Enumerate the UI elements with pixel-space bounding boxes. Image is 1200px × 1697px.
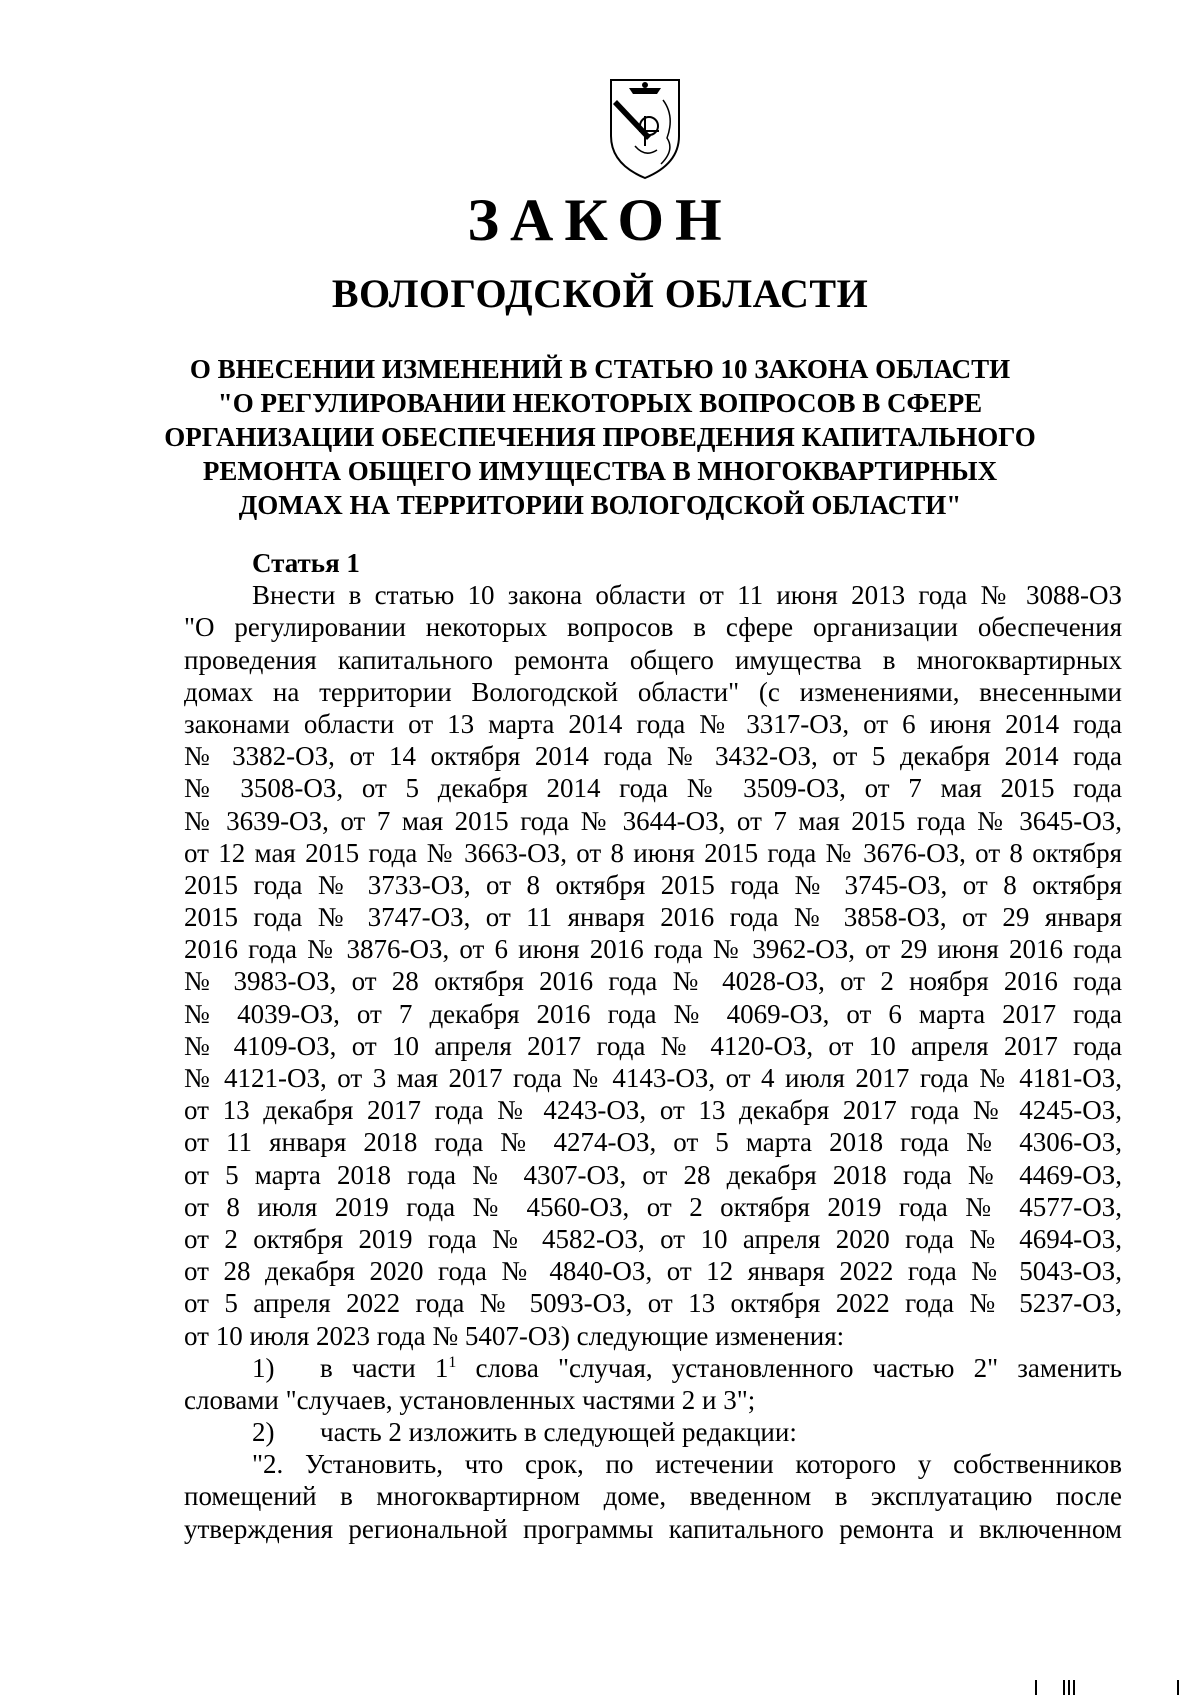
paragraph-line: от 2 октября 2019 года № 4582-ОЗ, от 10 апреля 2020 года № 4694-ОЗ,: [184, 1223, 1122, 1254]
subject-line: ОРГАНИЗАЦИИ ОБЕСПЕЧЕНИЯ ПРОВЕДЕНИЯ КАПИТАЛЬНОГО: [164, 422, 1036, 452]
item-text: слова "случая, установленного частью 2" заменить: [456, 1352, 1122, 1383]
paragraph-line: от 12 мая 2015 года № 3663-ОЗ, от 8 июня 2015 года № 3676-ОЗ, от 8 октября: [184, 837, 1122, 868]
coat-of-arms-emblem: [605, 76, 685, 182]
subject-line: РЕМОНТА ОБЩЕГО ИМУЩЕСТВА В МНОГОКВАРТИРНЫХ: [202, 456, 998, 486]
superscript: 1: [448, 1353, 457, 1371]
paragraph-line: № 4109-ОЗ, от 10 апреля 2017 года № 4120-ОЗ, от 10 апреля 2017 года: [184, 1030, 1122, 1061]
paragraph-line: домах на территории Вологодской области" (с изменениями, внесенными: [184, 676, 1122, 707]
paragraph-line: от 10 июля 2023 года № 5407-ОЗ) следующие изменения:: [184, 1320, 845, 1351]
item-number: 2): [252, 1417, 275, 1448]
paragraph-line: от 11 января 2018 года № 4274-ОЗ, от 5 марта 2018 года № 4306-ОЗ,: [184, 1127, 1122, 1158]
region-name: ВОЛОГОДСКОЙ ОБЛАСТИ: [331, 271, 869, 316]
list-item-continuation: словами "случаев, установленных частями 2 и 3";: [184, 1384, 756, 1415]
paragraph-line: от 8 июля 2019 года № 4560-ОЗ, от 2 октября 2019 года № 4577-ОЗ,: [184, 1191, 1122, 1222]
subject-line: О ВНЕСЕНИИ ИЗМЕНЕНИЙ В СТАТЬЮ 10 ЗАКОНА ОБЛАСТИ: [189, 354, 1011, 384]
law-subject: [150, 352, 1050, 522]
paragraph-line: № 3983-ОЗ, от 28 октября 2016 года № 4028-ОЗ, от 2 ноября 2016 года: [184, 966, 1122, 997]
paragraph-line: № 3508-ОЗ, от 5 декабря 2014 года № 3509-ОЗ, от 7 мая 2015 года: [184, 773, 1122, 804]
subject-line: "О РЕГУЛИРОВАНИИ НЕКОТОРЫХ ВОПРОСОВ В СФЕРЕ: [217, 388, 983, 418]
subject-line: ДОМАХ НА ТЕРРИТОРИИ ВОЛОГОДСКОЙ ОБЛАСТИ": [238, 490, 962, 520]
paragraph-line: от 5 марта 2018 года № 4307-ОЗ, от 28 декабря 2018 года № 4469-ОЗ,: [184, 1159, 1122, 1190]
item-text: в части 1: [320, 1352, 449, 1383]
paragraph-line: Внести в статью 10 закона области от 11 июня 2013 года № 3088-ОЗ: [252, 580, 1122, 611]
paragraph-line: от 28 декабря 2020 года № 4840-ОЗ, от 12 января 2022 года № 5043-ОЗ,: [184, 1256, 1122, 1287]
paragraph-line: 2015 года № 3733-ОЗ, от 8 октября 2015 года № 3745-ОЗ, от 8 октября: [184, 869, 1122, 900]
paragraph-line: № 4121-ОЗ, от 3 мая 2017 года № 4143-ОЗ, от 4 июля 2017 года № 4181-ОЗ,: [184, 1063, 1122, 1093]
paragraph-line: 2015 года № 3747-ОЗ, от 11 января 2016 года № 3858-ОЗ, от 29 января: [184, 902, 1122, 933]
paragraph-line: "О регулировании некоторых вопросов в сфере организации обеспечения: [184, 612, 1122, 643]
item-number: 1): [252, 1352, 275, 1383]
document-title: ЗАКОН: [467, 187, 733, 253]
document-body: [184, 547, 1122, 1545]
paragraph-line: законами области от 13 марта 2014 года № 3317-ОЗ, от 6 июня 2014 года: [184, 708, 1122, 739]
scan-marks: [1035, 1680, 1185, 1697]
article-title: Статья 1: [252, 548, 360, 578]
quote-line: помещений в многоквартирном доме, введенном в эксплуатацию после: [184, 1481, 1122, 1512]
paragraph-line: проведения капитального ремонта общего имущества в многоквартирных: [184, 644, 1122, 675]
list-item-2: [184, 1416, 1122, 1448]
list-item-1: [184, 1352, 1122, 1384]
quote-line: утверждения региональной программы капитального ремонта и включенном: [184, 1513, 1122, 1544]
vologda-coat-of-arms-icon: [605, 76, 685, 182]
paragraph-line: от 5 апреля 2022 года № 5093-ОЗ, от 13 октября 2022 года № 5237-ОЗ,: [184, 1288, 1122, 1319]
paragraph-line: № 3382-ОЗ, от 14 октября 2014 года № 3432-ОЗ, от 5 декабря 2014 года: [184, 741, 1122, 772]
paragraph-line: от 13 декабря 2017 года № 4243-ОЗ, от 13 декабря 2017 года № 4245-ОЗ,: [184, 1095, 1122, 1126]
paragraph-line: № 3639-ОЗ, от 7 мая 2015 года № 3644-ОЗ, от 7 мая 2015 года № 3645-ОЗ,: [184, 805, 1122, 836]
paragraph-line: 2016 года № 3876-ОЗ, от 6 июня 2016 года № 3962-ОЗ, от 29 июня 2016 года: [184, 934, 1122, 965]
quote-line: "2. Установить, что срок, по истечении которого у собственников: [252, 1449, 1122, 1480]
item-text: часть 2 изложить в следующей редакции:: [320, 1417, 797, 1448]
paragraph-line: № 4039-ОЗ, от 7 декабря 2016 года № 4069-ОЗ, от 6 марта 2017 года: [184, 998, 1122, 1029]
